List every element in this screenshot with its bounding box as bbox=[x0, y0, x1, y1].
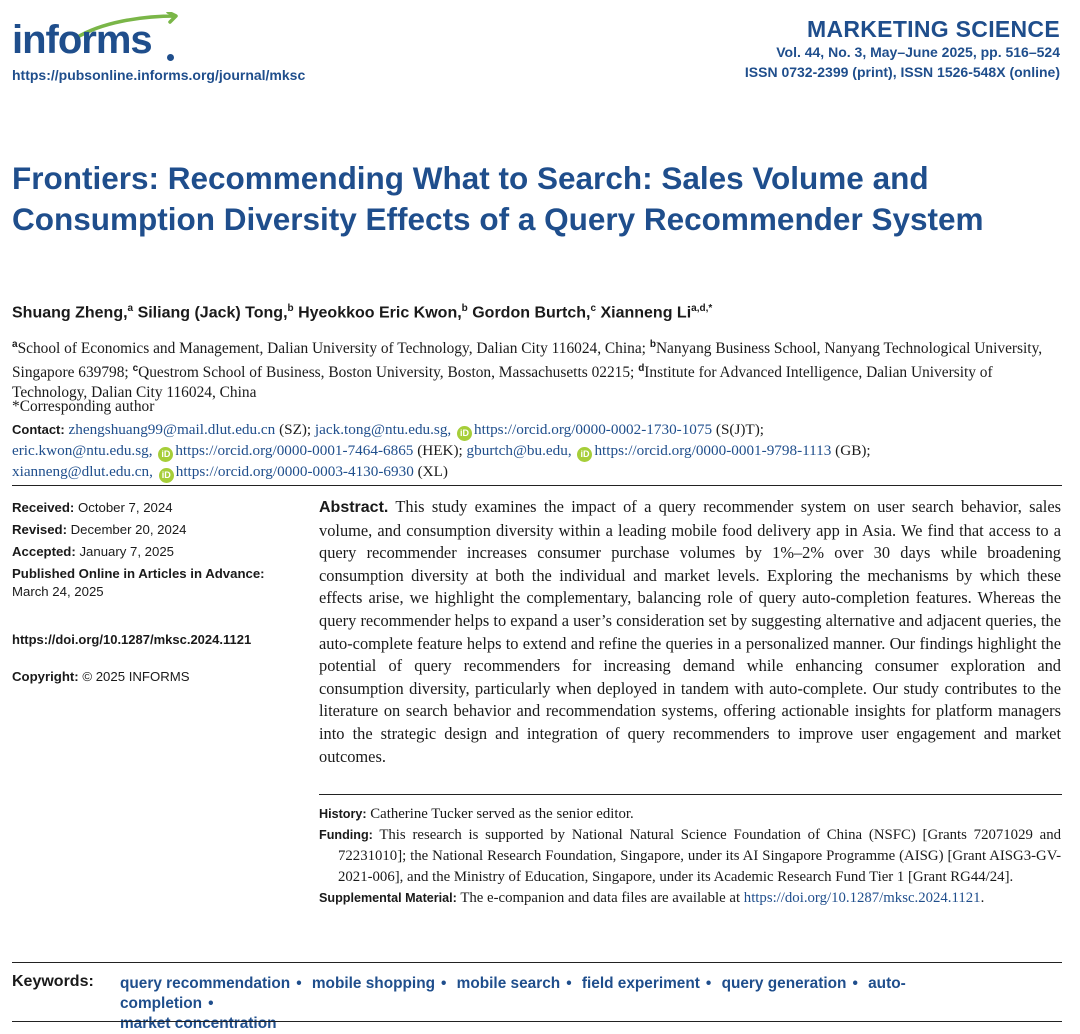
divider-top bbox=[12, 485, 1062, 486]
affiliation-b: Nanyang Business School, Nanyang Technological University, Singapore 639798; bbox=[12, 340, 1043, 382]
author-affil-mark: c bbox=[590, 303, 597, 314]
contact-label: Contact: bbox=[12, 422, 65, 437]
abstract-label: Abstract. bbox=[319, 499, 389, 516]
author-affil-mark: b bbox=[461, 303, 468, 314]
doi-link[interactable]: https://doi.org/10.1287/mksc.2024.1121 bbox=[12, 632, 252, 647]
orcid-link[interactable]: https://orcid.org/0000-0001-7464-6865 bbox=[175, 442, 414, 459]
divider-abstract bbox=[319, 794, 1062, 795]
abstract bbox=[319, 496, 1061, 768]
copyright-label: Copyright: bbox=[12, 669, 79, 684]
keyword-separator: • bbox=[296, 975, 302, 992]
author-tag: (S(J)T); bbox=[715, 421, 764, 438]
supplemental-link[interactable]: https://doi.org/10.1287/mksc.2024.1121 bbox=[743, 890, 981, 906]
orcid-icon: iD bbox=[158, 447, 173, 462]
affiliation-c: Questrom School of Business, Boston University, Boston, Massachusetts 02215; bbox=[138, 364, 635, 382]
email-link[interactable]: xianneng@dlut.edu.cn, bbox=[12, 463, 153, 480]
article-dates bbox=[12, 497, 302, 601]
keyword-item[interactable]: mobile search bbox=[456, 975, 561, 992]
email-link[interactable]: jack.tong@ntu.edu.sg, bbox=[314, 421, 452, 438]
article-title: Frontiers: Recommending What to Search: Sales Volume and Consumption Diversity Effects of a Query Recommender System bbox=[12, 160, 984, 237]
keyword-item[interactable]: auto-completion bbox=[120, 975, 906, 1012]
orcid-link[interactable]: https://orcid.org/0000-0003-4130-6930 bbox=[175, 463, 414, 480]
journal-url-link[interactable]: https://pubsonline.informs.org/journal/mksc bbox=[12, 67, 306, 83]
email-link[interactable]: zhengshuang99@mail.dlut.edu.cn bbox=[68, 421, 276, 438]
funding-note: Funding: This research is supported by National Natural Science Foundation of China (NSFC) [Grants 72071029 and 72231010]; the National Research Foundation, Singapore, under its AI Singapore Programme (AISG) [Grant AISG3-GV-2021-006], and the Ministry of Education, Singapore, under its Academic Research Fund Tier 1 [Grant RG44/24]. bbox=[319, 827, 1062, 885]
author-name: Xianneng Li bbox=[600, 304, 692, 322]
keyword-separator: • bbox=[441, 975, 447, 992]
keyword-separator: • bbox=[566, 975, 572, 992]
keyword-separator: • bbox=[852, 975, 858, 992]
keyword-separator: • bbox=[705, 975, 712, 992]
divider-bottom bbox=[12, 1021, 1062, 1022]
author-affil-mark: a bbox=[127, 303, 134, 314]
accepted-date: January 7, 2025 bbox=[79, 544, 175, 559]
author-affil-mark: b bbox=[287, 303, 294, 314]
supplemental-note: Supplemental Material: The e-companion and data files are available at https://doi.org/10.1287/mksc.2024.1121. bbox=[319, 890, 985, 906]
accepted-label: Accepted: bbox=[12, 544, 76, 559]
author-name: Shuang Zheng, bbox=[12, 304, 128, 322]
published-date: March 24, 2025 bbox=[12, 584, 104, 599]
published-label: Published Online in Articles in Advance: bbox=[12, 566, 265, 581]
orcid-link[interactable]: https://orcid.org/0000-0001-9798-1113 bbox=[594, 442, 832, 459]
keyword-item[interactable]: mobile shopping bbox=[311, 975, 435, 992]
journal-info bbox=[745, 16, 1060, 82]
history-note: History: Catherine Tucker served as the senior editor. bbox=[319, 806, 634, 822]
affiliations: $^a$School of Economics and Management, Dalian University of Technology, Dalian City 116024, China; $^b$Nanyang Business School, Nanyang Technological University, Singapore 639798; $^c$Questrom School of Business, Boston University, Boston, Massachusetts 02215; $^d$Institute for Advanced Intelligence, Dalian University of Technology, Dalian City 116024, China bbox=[12, 339, 1043, 402]
informs-logo bbox=[12, 18, 182, 68]
contact-block bbox=[12, 420, 1072, 483]
corresponding-author-note: *Corresponding author bbox=[12, 398, 155, 415]
keyword-item[interactable]: market concentration bbox=[120, 1015, 277, 1032]
affiliation-a: School of Economics and Management, Dalian University of Technology, Dalian City 116024, China; bbox=[17, 340, 646, 358]
author-tag: (GB); bbox=[835, 442, 871, 459]
orcid-icon: iD bbox=[159, 468, 174, 483]
copyright bbox=[12, 669, 190, 684]
revised-label: Revised: bbox=[12, 522, 67, 537]
keywords-label: Keywords: bbox=[12, 973, 94, 990]
author-name: Gordon Burtch, bbox=[472, 304, 591, 322]
article-notes bbox=[319, 804, 1061, 909]
issn-line: ISSN 0732-2399 (print), ISSN 1526-548X (online) bbox=[744, 64, 1060, 80]
received-date: October 7, 2024 bbox=[77, 500, 173, 515]
orcid-icon: iD bbox=[457, 426, 472, 441]
keyword-item[interactable]: field experiment bbox=[581, 975, 700, 992]
orcid-icon: iD bbox=[577, 447, 592, 462]
revised-date: December 20, 2024 bbox=[70, 522, 187, 537]
affiliation-d: Institute for Advanced Intelligence, Dalian University of Technology, Dalian City 116024, China bbox=[12, 364, 993, 402]
keywords-list bbox=[120, 974, 1000, 1034]
author-list bbox=[12, 303, 712, 322]
author-name: Hyeokkoo Eric Kwon, bbox=[298, 304, 462, 322]
author-name: Siliang (Jack) Tong, bbox=[137, 304, 288, 322]
logo-text: informs bbox=[12, 18, 152, 62]
volume-line: Vol. 44, No. 3, May–June 2025, pp. 516–524 bbox=[776, 44, 1060, 60]
orcid-link[interactable]: https://orcid.org/0000-0002-1730-1075 bbox=[474, 421, 713, 438]
abstract-text: This study examines the impact of a query recommender system on user search behavior, sales volume, and consumption diversity within a leading mobile food delivery app in Asia. We find that access to a query recommender increases consumer purchase volumes by 1%–2% over 30 days while broadening consumption diversity at both the individual and market levels. Exploring the mechanisms by which these effects arise, we highlight the complementary, balancing role of query auto-completion features. Whereas the query recommender helps to expand a user’s consideration set by suggesting alternative and adjacent queries, the auto-complete feature helps to extend and refine the queries in a personalized manner. Our findings highlight the potential of query recommenders for increasing demand while enhancing consumer exploration and consumption diversity, particularly when deployed in tandem with auto-complete. Our study contributes to the literature on search behavior and recommendation systems, offering actionable insights for platform managers into the strategic design and integration of query recommenders to improve user engagement and market outcomes. bbox=[319, 497, 1061, 766]
logo-dot bbox=[167, 54, 174, 61]
keyword-separator: • bbox=[208, 995, 214, 1012]
email-link[interactable]: gburtch@bu.edu, bbox=[466, 442, 572, 459]
keyword-item[interactable]: query generation bbox=[721, 975, 847, 992]
author-tag: (XL) bbox=[417, 463, 448, 480]
author-tag: (HEK); bbox=[417, 442, 463, 459]
email-link[interactable]: eric.kwon@ntu.edu.sg, bbox=[12, 442, 153, 459]
author-affil-mark: a,d,* bbox=[691, 303, 713, 314]
keyword-item[interactable]: query recommendation bbox=[120, 975, 291, 992]
journal-name: MARKETING SCIENCE bbox=[806, 16, 1060, 42]
received-label: Received: bbox=[12, 500, 75, 515]
author-tag: (SZ); bbox=[279, 421, 312, 438]
copyright-text: © 2025 INFORMS bbox=[82, 669, 190, 684]
divider-keywords-top bbox=[12, 962, 1062, 963]
